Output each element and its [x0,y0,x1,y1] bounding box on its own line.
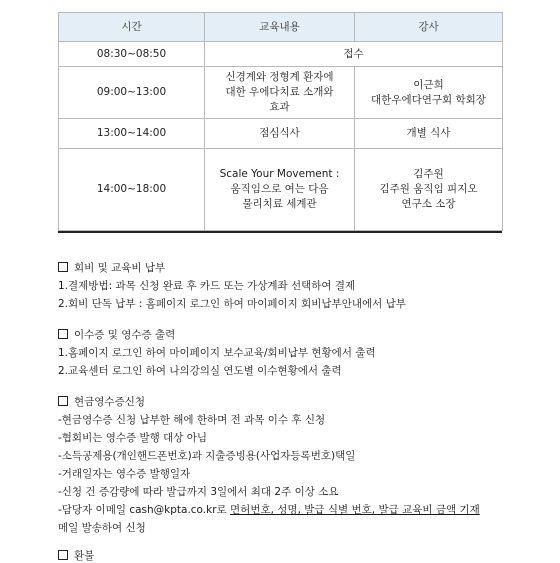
receipt-contact-suffix: 메일 발송하여 신청 [58,522,146,534]
header-time: 시간 [59,13,205,42]
instructor-line: 김주원 움직임 피지오 [379,183,478,195]
schedule-table [58,12,503,231]
content-line: 물리치료 세계관 [242,198,317,210]
checkbox-icon [58,262,68,272]
checkbox-icon [58,329,68,339]
section-divider [58,231,502,233]
cert-section-heading [58,328,175,342]
content-line: 움직임으로 여는 다음 [230,183,329,195]
instructor-line: 대한우에다연구회 학회장 [371,93,486,106]
header-content: 교육내용 [205,13,355,42]
row-content [205,149,355,231]
fee-line-2: 2.회비 단독 납부 : 홈페이지 로그인 하여 마이페이지 회비납부안내에서 납부 [58,298,406,310]
content-line: 신경계와 정형계 환자에 [225,71,334,83]
table-row [59,119,503,149]
receipt-line-1: -현금영수증 신청 납부한 해에 한하며 전 과목 이수 후 신청 [58,414,326,426]
row-instructor [355,67,503,119]
row-content: 접수 [205,42,503,67]
header-instructor: 강사 [355,13,503,42]
content-line: 대한 우에다치료 소개와 [225,86,334,98]
contact-prefix: -담당자 이메일 cash@kpta.co.kr로 [58,504,231,516]
receipt-line-5: -신청 건 증감량에 따라 발급까지 3일에서 최대 2주 이상 소요 [58,486,339,498]
row-time: 08:30~08:50 [59,42,205,67]
receipt-heading-text: 현금영수증신청 [74,396,146,408]
schedule-header-row [59,13,503,42]
fee-heading-text: 회비 및 교육비 납부 [74,262,166,274]
table-row [59,149,503,231]
cert-line-2: 2.교육센터 로그인 하여 나의강의실 연도별 이수현황에서 출력 [58,365,342,377]
table-row [59,67,503,119]
receipt-line-2: -협회비는 영수증 발행 대상 아님 [58,432,207,444]
row-time: 14:00~18:00 [59,149,205,231]
receipt-section-heading [58,395,145,409]
row-content: 점심식사 [205,119,355,149]
instructor-line: 이근희 [413,78,444,91]
row-time: 09:00~13:00 [59,67,205,119]
table-row [59,42,503,67]
refund-heading-text: 환불 [74,550,95,562]
cert-line-1: 1.홈페이지 로그인 하여 마이페이지 보수교육/회비납부 현황에서 출력 [58,347,376,359]
instructor-line: 연구소 소장 [401,198,456,210]
checkbox-icon [58,550,68,560]
row-content [205,67,355,119]
receipt-line-3: -소득공제용(개인핸드폰번호)과 지출증빙용(사업자등록번호)택일 [58,450,356,462]
fee-line-1: 1.결제방법: 과목 신청 완료 후 카드 또는 가상계좌 선택하여 결제 [58,280,356,292]
content-line: 효과 [269,101,290,113]
row-instructor [355,149,503,231]
row-instructor: 개별 식사 [355,119,503,149]
contact-underlined-text: 면허번호, 성명, 발급 식별 번호, 발급 교육비 금액 기재 [230,504,480,516]
content-line: Scale Your Movement : [219,168,340,180]
receipt-line-4: -거래일자는 영수증 발행일자 [58,468,191,480]
receipt-contact-line [58,503,480,517]
fee-section-heading [58,261,165,275]
row-time: 13:00~14:00 [59,119,205,149]
instructor-line: 김주원 [413,168,444,180]
cert-heading-text: 이수증 및 영수증 출력 [74,329,176,341]
checkbox-icon [58,396,68,406]
refund-section-heading [58,549,94,563]
